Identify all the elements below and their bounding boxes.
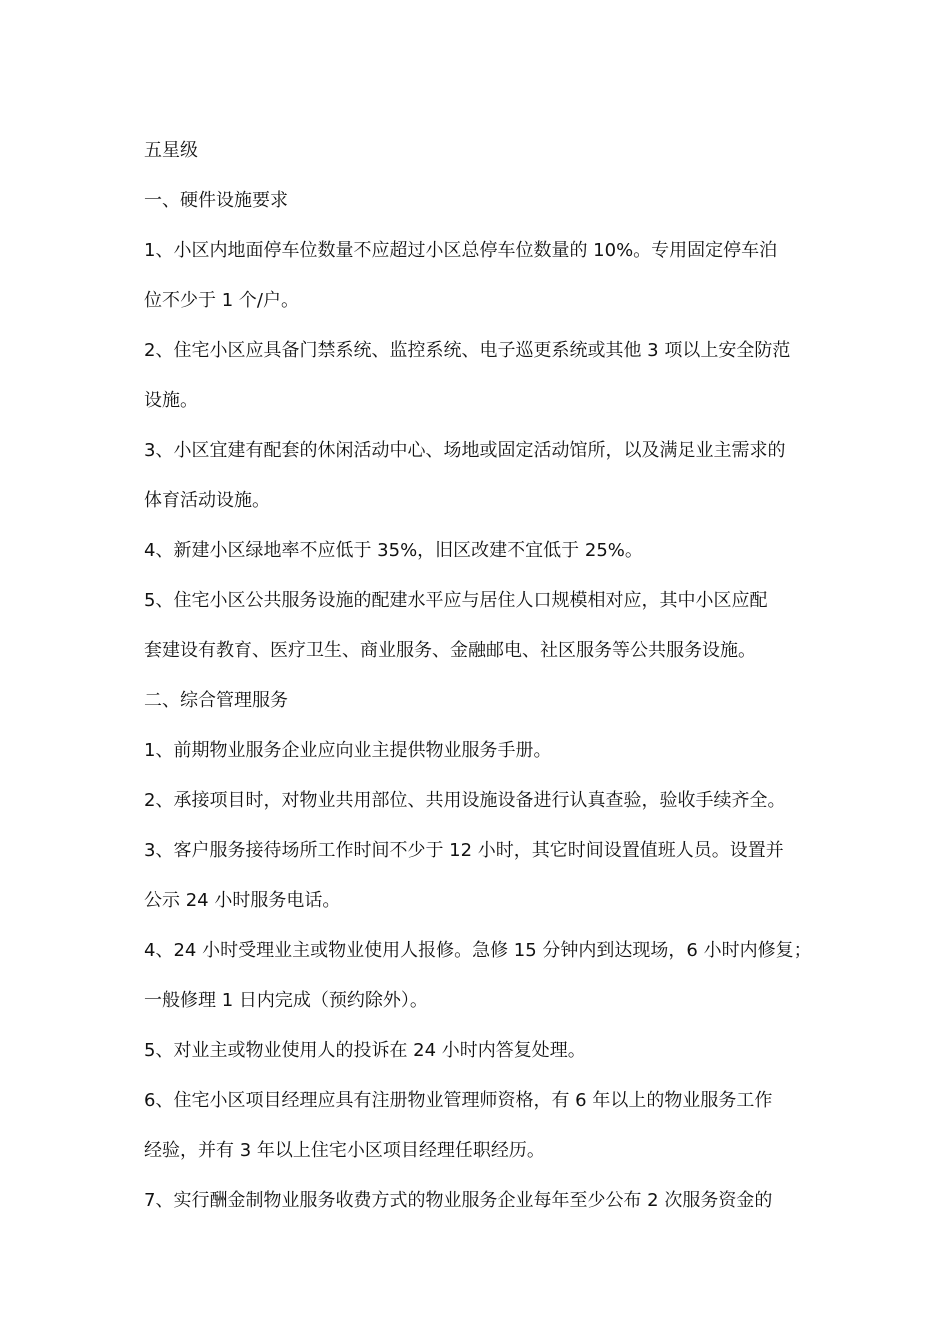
paragraph-line: 一般修理 1 日内完成（预约除外）。 [144,990,428,1011]
paragraph-line: 2、住宅小区应具备门禁系统、监控系统、电子巡更系统或其他 3 项以上安全防范 [144,340,791,361]
document-body [144,126,816,1226]
paragraph-line: 体育活动设施。 [144,490,270,511]
paragraph-line: 5、对业主或物业使用人的投诉在 24 小时内答复处理。 [144,1040,586,1061]
paragraph-line: 3、小区宜建有配套的休闲活动中心、场地或固定活动馆所，以及满足业主需求的 [144,440,786,461]
paragraph-line: 4、24 小时受理业主或物业使用人报修。急修 15 分钟内到达现场，6 小时内修复； [144,940,812,961]
section-heading-hardware: 一、硬件设施要求 [144,190,288,211]
paragraph-line: 设施。 [144,390,198,411]
paragraph-line: 1、前期物业服务企业应向业主提供物业服务手册。 [144,740,552,761]
paragraph-line: 公示 24 小时服务电话。 [144,890,341,911]
paragraph-line: 位不少于 1 个/户。 [144,290,299,311]
paragraph-line: 7、实行酬金制物业服务收费方式的物业服务企业每年至少公布 2 次服务资金的 [144,1190,773,1211]
paragraph-line: 6、住宅小区项目经理应具有注册物业管理师资格，有 6 年以上的物业服务工作 [144,1090,773,1111]
paragraph-line: 3、客户服务接待场所工作时间不少于 12 小时，其它时间设置值班人员。设置并 [144,840,784,861]
paragraph-line: 1、小区内地面停车位数量不应超过小区总停车位数量的 10%。专用固定停车泊 [144,240,778,261]
paragraph-line: 经验，并有 3 年以上住宅小区项目经理任职经历。 [144,1140,545,1161]
paragraph-line: 4、新建小区绿地率不应低于 35%，旧区改建不宜低于 25%。 [144,540,643,561]
paragraph-line: 2、承接项目时，对物业共用部位、共用设施设备进行认真查验，验收手续齐全。 [144,790,786,811]
paragraph-line: 套建设有教育、医疗卫生、商业服务、金融邮电、社区服务等公共服务设施。 [144,640,756,661]
document-title: 五星级 [144,140,198,161]
section-heading-management: 二、综合管理服务 [144,690,288,711]
paragraph-line: 5、住宅小区公共服务设施的配建水平应与居住人口规模相对应，其中小区应配 [144,590,768,611]
